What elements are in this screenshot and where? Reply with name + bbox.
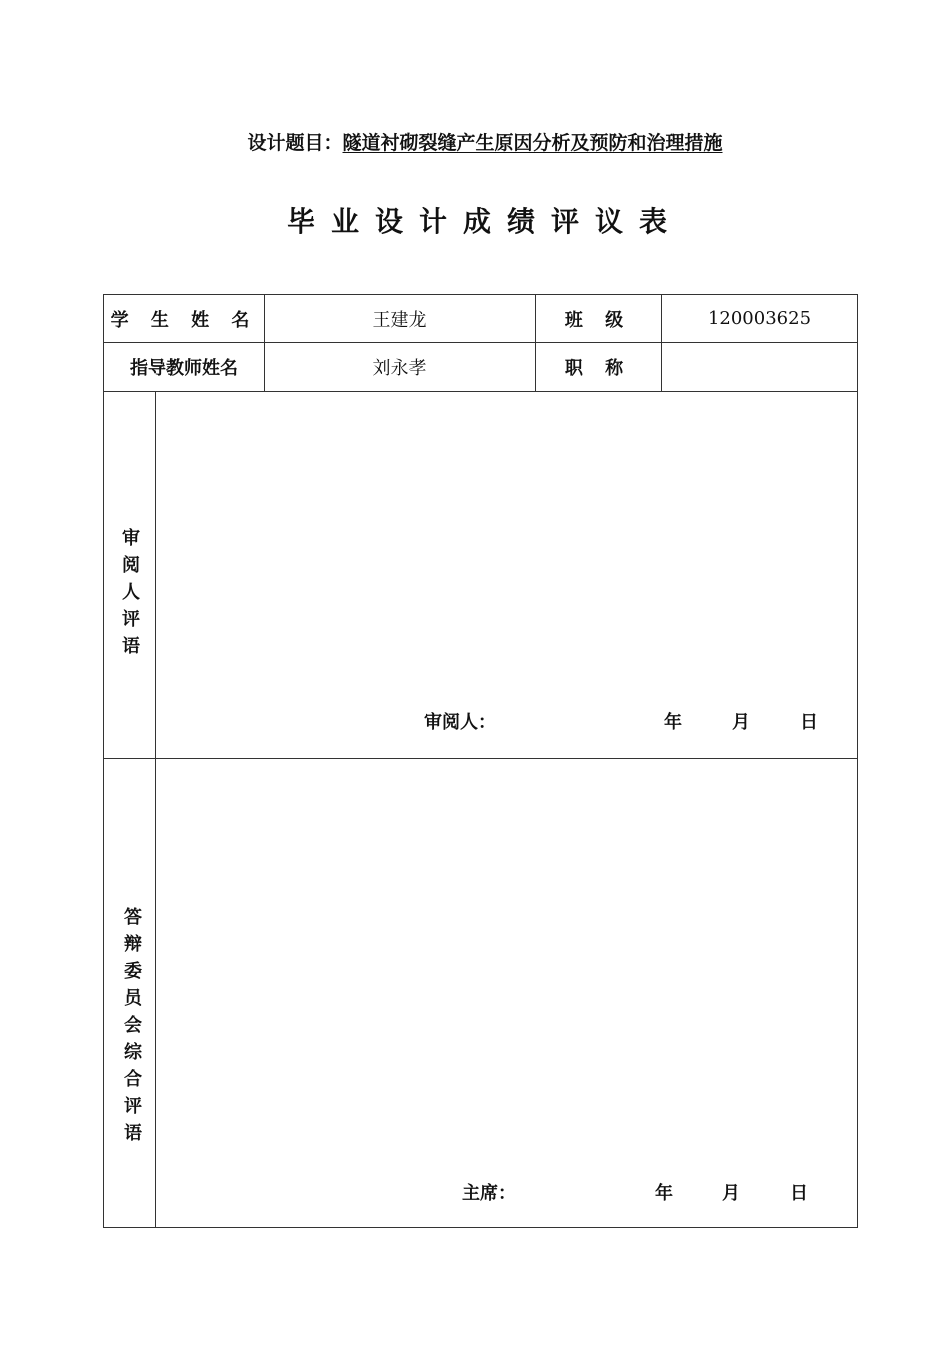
student-name-value: 王建龙 (372, 309, 427, 331)
committee-signer-label: 主席： (462, 1183, 516, 1204)
design-title-label: 设计题目： (247, 132, 343, 154)
reviewer-day: 日 (800, 712, 818, 733)
committee-day: 日 (790, 1183, 808, 1204)
design-title (0, 128, 950, 155)
reviewer-year: 年 (664, 712, 682, 733)
class-value: 120003625 (707, 308, 812, 329)
class-label: 班 级 (564, 309, 632, 331)
title-value (661, 342, 858, 391)
design-title-value: 隧道衬砌裂缝产生原因分析及预防和治理措施 (342, 132, 723, 154)
committee-year: 年 (655, 1183, 673, 1204)
committee-comment-label: 答辩委员会综合评语 (121, 907, 142, 1150)
form-title: 毕业设计成绩评议表 (286, 205, 683, 238)
reviewer-signer-label: 审阅人： (424, 712, 496, 733)
advisor-label: 指导教师姓名 (130, 357, 238, 379)
col-divider (155, 391, 156, 1228)
reviewer-comment-label: 审阅人评语 (119, 528, 140, 663)
student-name-label: 学 生 姓 名 (110, 309, 258, 331)
row-divider (104, 391, 857, 392)
row-divider (104, 758, 857, 759)
committee-month: 月 (722, 1183, 740, 1204)
evaluation-table (103, 294, 858, 1228)
reviewer-month: 月 (732, 712, 750, 733)
advisor-value: 刘永孝 (372, 357, 427, 379)
title-label: 职 称 (564, 357, 632, 379)
